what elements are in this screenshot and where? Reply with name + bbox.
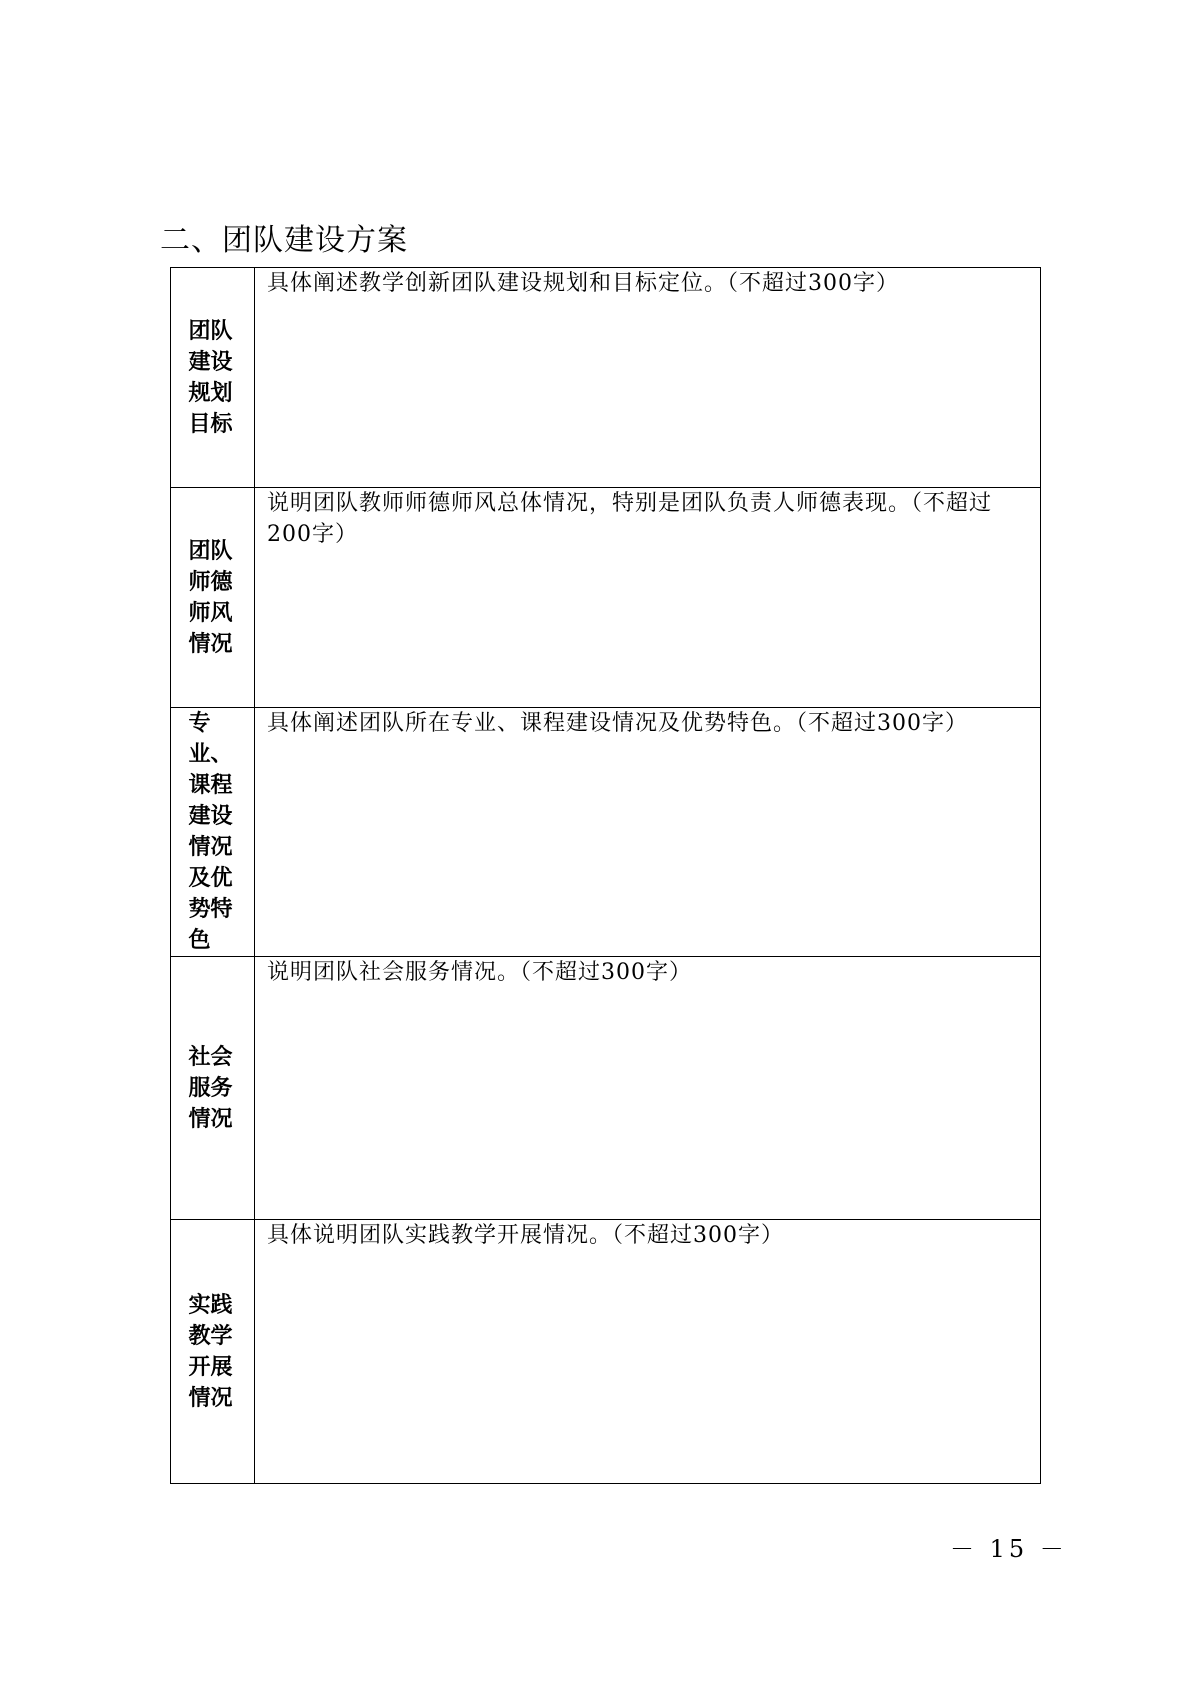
row-label-cell <box>171 957 255 1220</box>
row-content-cell[interactable] <box>255 708 1041 957</box>
row-prompt: 具体阐述团队所在专业、课程建设情况及优势特色。（不超过300字） <box>267 711 968 736</box>
table-row <box>171 957 1041 1220</box>
row-label-cell <box>171 268 255 488</box>
table-row <box>171 268 1041 488</box>
row-label-cell <box>171 488 255 708</box>
row-label-cell <box>171 708 255 957</box>
table-row <box>171 1220 1041 1484</box>
row-prompt: 具体阐述教学创新团队建设规划和目标定位。（不超过300字） <box>267 271 899 296</box>
section-title: 二、团队建设方案 <box>160 223 408 258</box>
row-label-cell <box>171 1220 255 1484</box>
row-label: 专业、课程建设情况及优势特色 <box>188 711 233 953</box>
row-content-cell[interactable] <box>255 957 1041 1220</box>
row-label: 团队师德师风情况 <box>188 538 233 657</box>
row-prompt: 说明团队社会服务情况。（不超过300字） <box>267 960 692 985</box>
row-label: 社会服务情况 <box>188 1044 233 1132</box>
team-plan-table <box>170 267 1041 1484</box>
row-label: 实践教学开展情况 <box>188 1292 233 1411</box>
row-content-cell[interactable] <box>255 488 1041 708</box>
row-prompt: 说明团队教师师德师风总体情况，特别是团队负责人师德表现。（不超过200字） <box>267 491 993 547</box>
table-row <box>171 708 1041 957</box>
row-content-cell[interactable] <box>255 1220 1041 1484</box>
table-row <box>171 488 1041 708</box>
row-content-cell[interactable] <box>255 268 1041 488</box>
row-label: 团队建设规划目标 <box>188 318 233 437</box>
page-number: － 15 － <box>950 1535 1068 1563</box>
row-prompt: 具体说明团队实践教学开展情况。（不超过300字） <box>267 1223 784 1248</box>
